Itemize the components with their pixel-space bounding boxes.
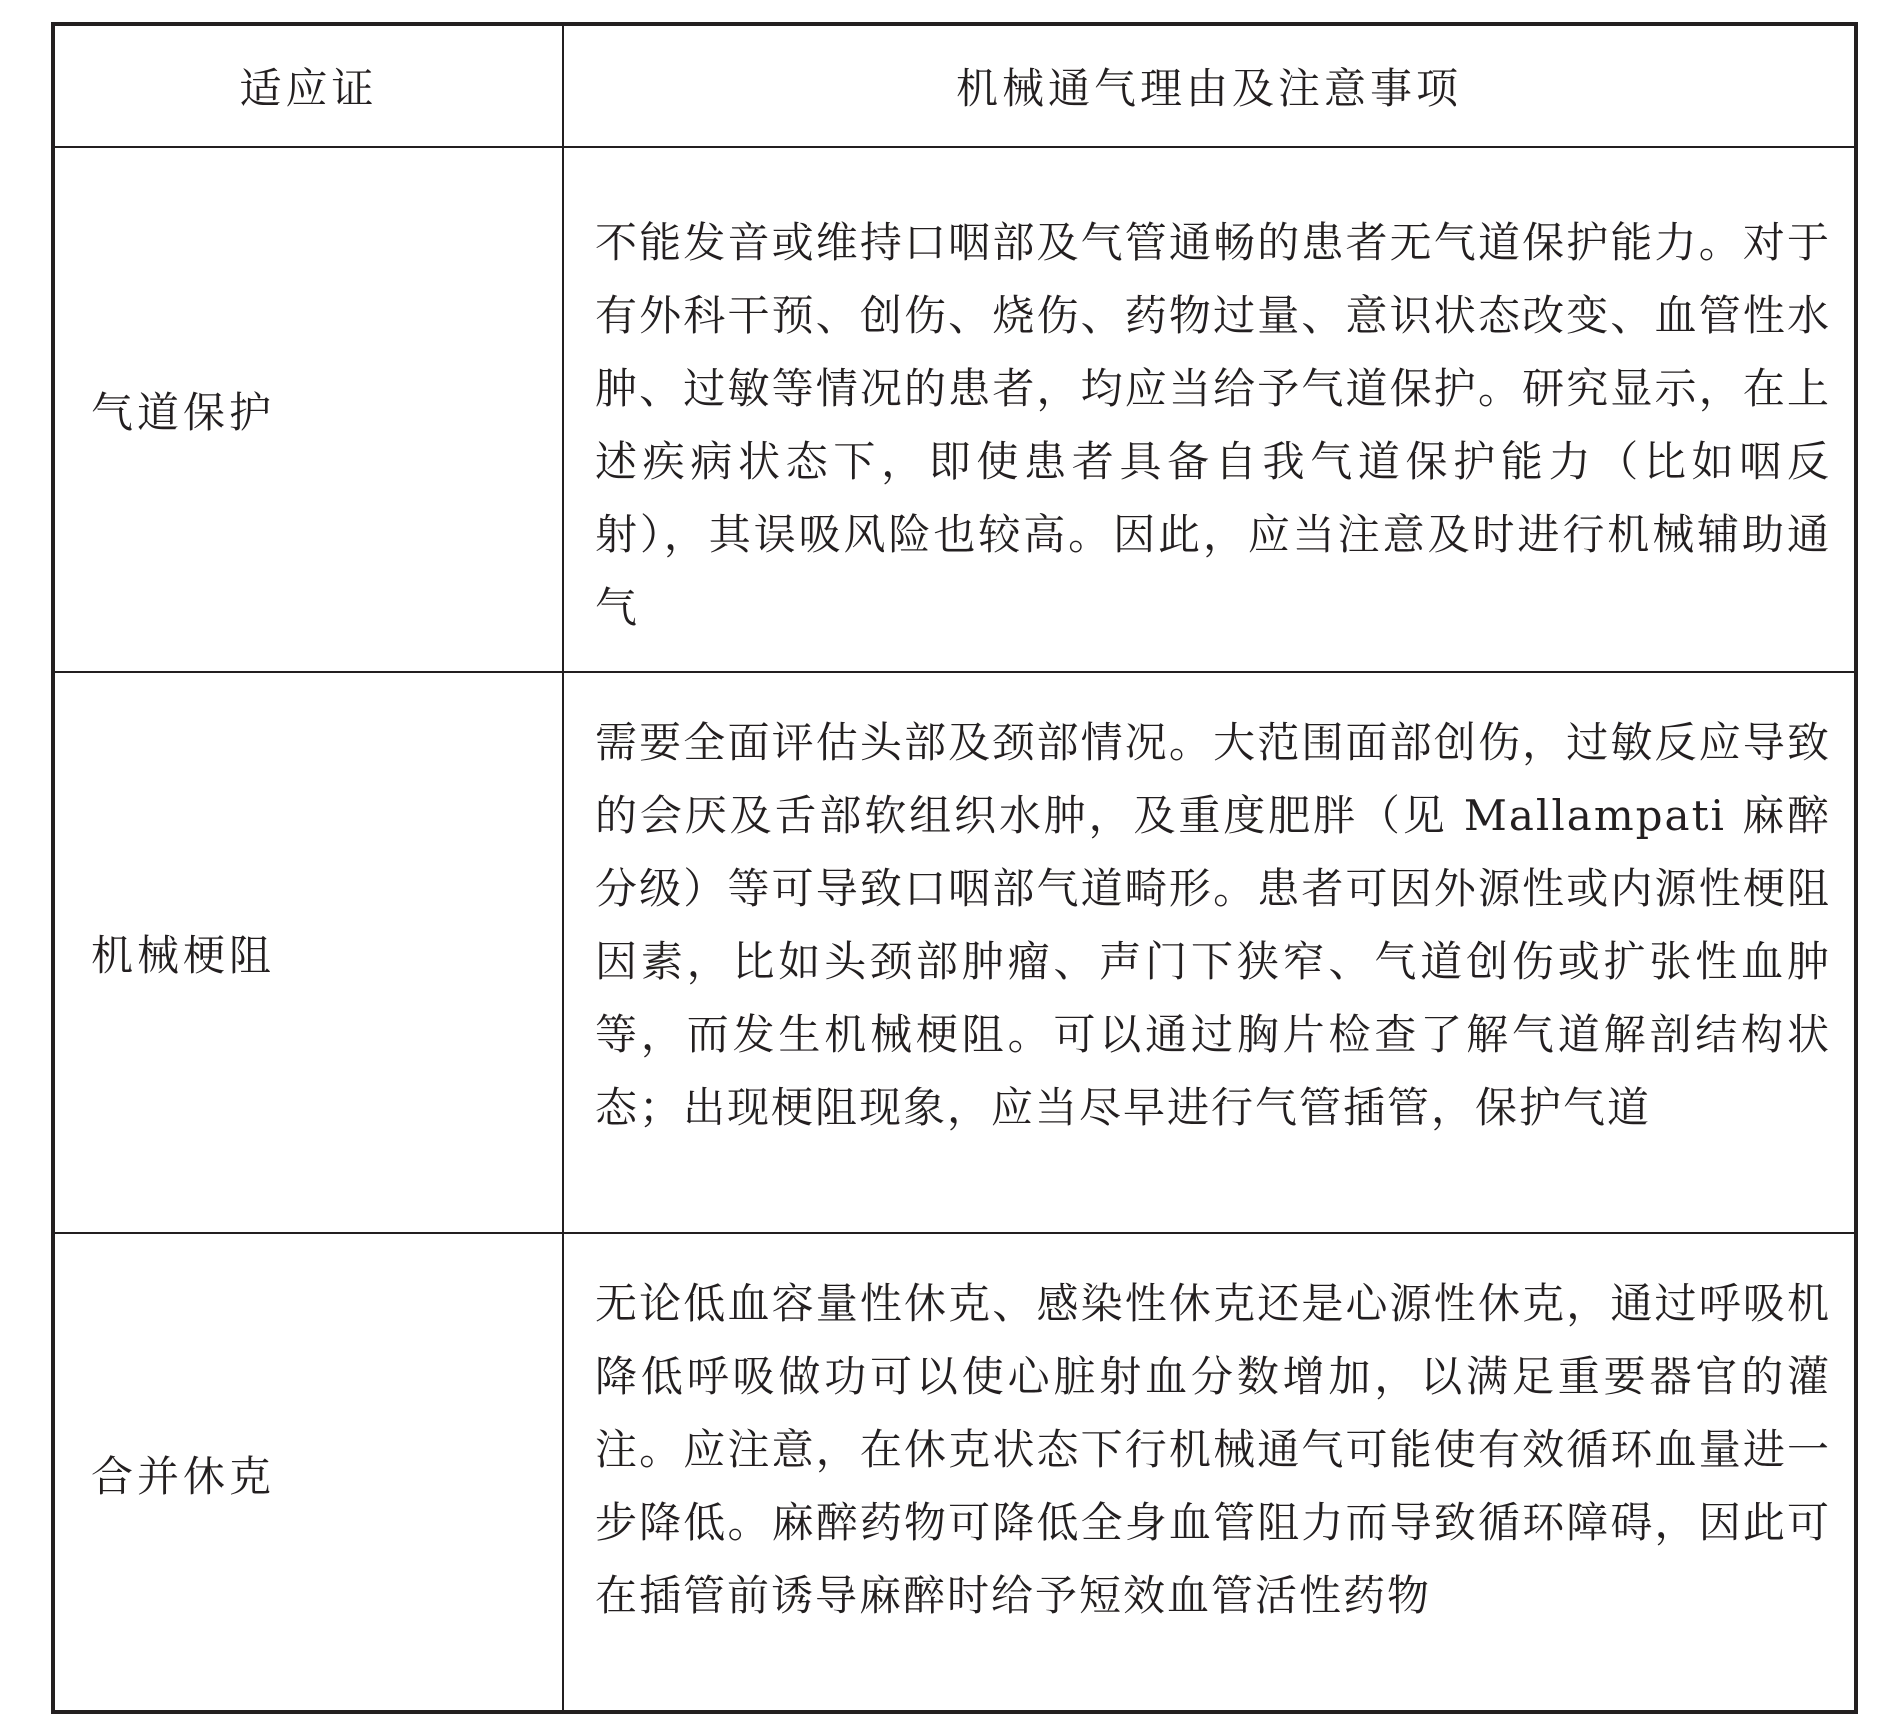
row-description-mechanical-obstruction: 需要全面评估头部及颈部情况。大范围面部创伤，过敏反应导致的会厌及舌部软组织水肿，及重度肥胖（见 Mallampati 麻醉分级）等可导致口咽部气道畸形。患者可因外源性或内源性梗阻因素，比如头颈部肿瘤、声门下狭窄、气道创伤或扩张性血肿等，而发生机械梗阻。可以通过胸片检查了解气道解剖结构状态；出现梗阻现象，应当尽早进行气管插管，保护气道 xyxy=(595,718,1831,1132)
row-description-shock: 无论低血容量性休克、感染性休克还是心源性休克，通过呼吸机降低呼吸做功可以使心脏射血分数增加，以满足重要器官的灌注。应注意，在休克状态下行机械通气可能使有效循环血量进一步降低。麻醉药物可降低全身血管阻力而导致循环障碍，因此可在插管前诱导麻醉时给予短效血管活性药物 xyxy=(595,1279,1831,1620)
row-description-airway-protection: 不能发音或维持口咽部及气管通畅的患者无气道保护能力。对于有外科干预、创伤、烧伤、药物过量、意识状态改变、血管性水肿、过敏等情况的患者，均应当给予气道保护。研究显示，在上述疾病状态下，即使患者具备自我气道保护能力（比如咽反射），其误吸风险也较高。因此，应当注意及时进行机械辅助通气 xyxy=(595,218,1831,632)
header-reason-notes: 机械通气理由及注意事项 xyxy=(955,64,1462,113)
column-divider xyxy=(562,26,564,1710)
row-indication-shock: 合并休克 xyxy=(91,1452,276,1501)
header-indication: 适应证 xyxy=(239,64,378,113)
row-indication-airway-protection: 气道保护 xyxy=(91,387,276,437)
row-indication-mechanical-obstruction: 机械梗阻 xyxy=(91,930,276,980)
indications-table xyxy=(51,22,1858,1714)
